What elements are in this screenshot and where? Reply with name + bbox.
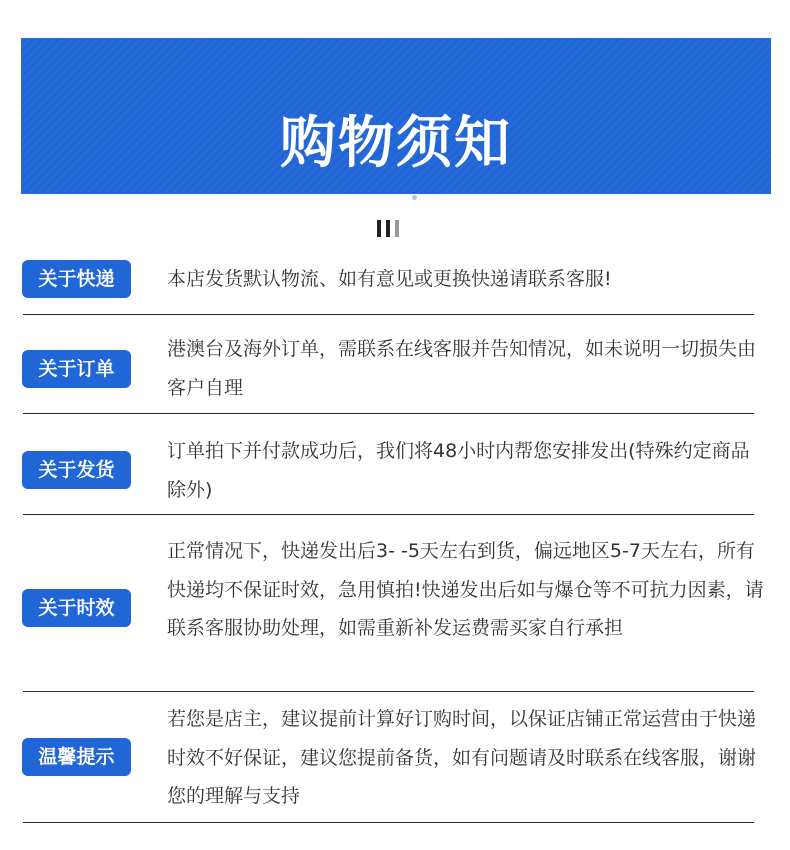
section-text: 正常情况下，快递发出后3- -5天左右到货，偏远地区5-7天左右，所有快递均不保证时效，急用慎拍!快递发出后如与爆仓等不可抗力因素，请联系客服协助处理，如需重新补发运费需买家自行承担 [167, 540, 764, 639]
bar-mark [377, 220, 381, 237]
section-text: 订单拍下并付款成功后，我们将48小时内帮您安排发出(特殊约定商品除外) [167, 440, 750, 501]
banner-dot [393, 195, 398, 200]
section-badge: 关于发货 [22, 451, 131, 489]
section-badge: 关于快递 [22, 260, 131, 298]
banner-title: 购物须知 [280, 111, 512, 176]
banner [21, 38, 771, 194]
row-divider [23, 822, 754, 823]
row-divider [23, 514, 754, 515]
row-divider [23, 314, 754, 315]
row-divider [23, 691, 754, 692]
row-divider [23, 413, 754, 414]
banner-dot [412, 195, 417, 200]
section-badge: 关于订单 [22, 350, 131, 388]
banner-dot [374, 195, 379, 200]
divider-bars-icon [377, 220, 403, 238]
banner-dots [21, 195, 771, 201]
section-text: 若您是店主，建议提前计算好订购时间，以保证店铺正常运营由于快递时效不好保证，建议您提前备货，如有问题请及时联系在线客服，谢谢您的理解与支持 [167, 708, 757, 807]
section-badge: 温馨提示 [22, 738, 131, 776]
section-text: 本店发货默认物流、如有意见或更换快递请联系客服! [167, 268, 612, 290]
section-badge: 关于时效 [22, 589, 131, 627]
section-text: 港澳台及海外订单，需联系在线客服并告知情况，如未说明一切损失由客户自理 [167, 338, 757, 399]
bar-mark [386, 220, 390, 237]
bar-mark [395, 220, 399, 237]
